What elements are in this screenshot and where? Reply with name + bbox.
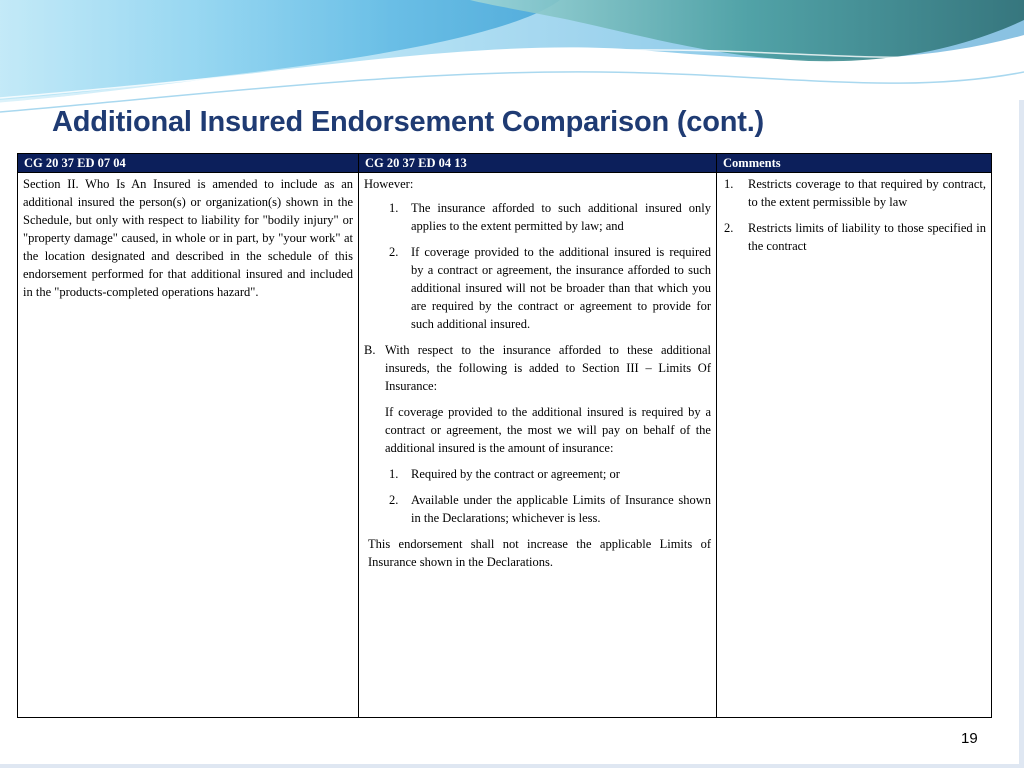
list-item	[722, 219, 986, 255]
header-cg-2037-0704: CG 20 37 ED 07 04	[18, 154, 359, 173]
table-row	[18, 173, 992, 718]
slide-title: Additional Insured Endorsement Comparison (cont.)	[52, 106, 765, 138]
list-item-text: The insurance afforded to such additional insured only applies to the extent permitted by law; and	[411, 201, 711, 233]
list-item-number: 2.	[389, 245, 399, 259]
old-endorsement-text: Section II. Who Is An Insured is amended to include as an additional insured the person(s) or organization(s) shown in the Schedule, but only with respect to liability for "bodily injury" or "property damage" caused, in whole or in part, by "your work" at the location designated and described in the schedule of this endorsement performed for that additional insured and included in the "products-completed operations hazard".	[23, 177, 353, 299]
slide-bottom-border	[0, 764, 1024, 768]
list-item	[364, 491, 711, 527]
header-cg-2037-0413: CG 20 37 ED 04 13	[359, 154, 717, 173]
list-item-text: If coverage provided to the additional insured is required by a contract or agreement, the insurance afforded to such additional insured will not be broader than that which you are required by the contract or agreement to provide for such additional insured.	[411, 245, 711, 331]
cell-old-endorsement	[18, 173, 359, 718]
limits-paragraph: If coverage provided to the additional insured is required by a contract or agreement, the most we will pay on behalf of the additional insured is the amount of insurance:	[385, 405, 711, 455]
comments-list	[722, 175, 986, 255]
cell-comments	[717, 173, 992, 718]
list-item-text: Available under the applicable Limits of Insurance shown in the Declarations; whichever is less.	[411, 493, 711, 525]
list-item-number: 1.	[724, 177, 734, 191]
page-number: 19	[961, 730, 978, 747]
list-item	[364, 465, 711, 483]
list-item-text: Restricts coverage to that required by contract, to the extent permissible by law	[748, 177, 986, 209]
list-item-number: 1.	[389, 467, 399, 481]
table-header-row	[18, 154, 992, 173]
list-item-number: 1.	[389, 201, 399, 215]
cell-new-endorsement	[359, 173, 717, 718]
list-item	[364, 199, 711, 235]
list-item-number: 2.	[724, 221, 734, 235]
slide-right-border	[1019, 100, 1024, 768]
list-item	[364, 243, 711, 333]
header-wave-banner	[0, 0, 1024, 120]
header-comments: Comments	[717, 154, 992, 173]
list-item-text: Required by the contract or agreement; or	[411, 467, 620, 481]
comparison-table	[17, 153, 992, 718]
list-item-number: 2.	[389, 493, 399, 507]
list-item-text: Restricts limits of liability to those specified in the contract	[748, 221, 986, 253]
section-b-marker: B.	[364, 343, 376, 357]
section-b	[364, 341, 711, 395]
section-b-text: With respect to the insurance afforded to these additional insureds, the following is added to Section III – Limits Of Insurance:	[385, 343, 711, 393]
however-label: However:	[364, 177, 414, 191]
closing-paragraph: This endorsement shall not increase the applicable Limits of Insurance shown in the Declarations.	[368, 537, 711, 569]
limits-list	[364, 465, 711, 527]
however-list	[364, 199, 711, 333]
list-item	[722, 175, 986, 211]
